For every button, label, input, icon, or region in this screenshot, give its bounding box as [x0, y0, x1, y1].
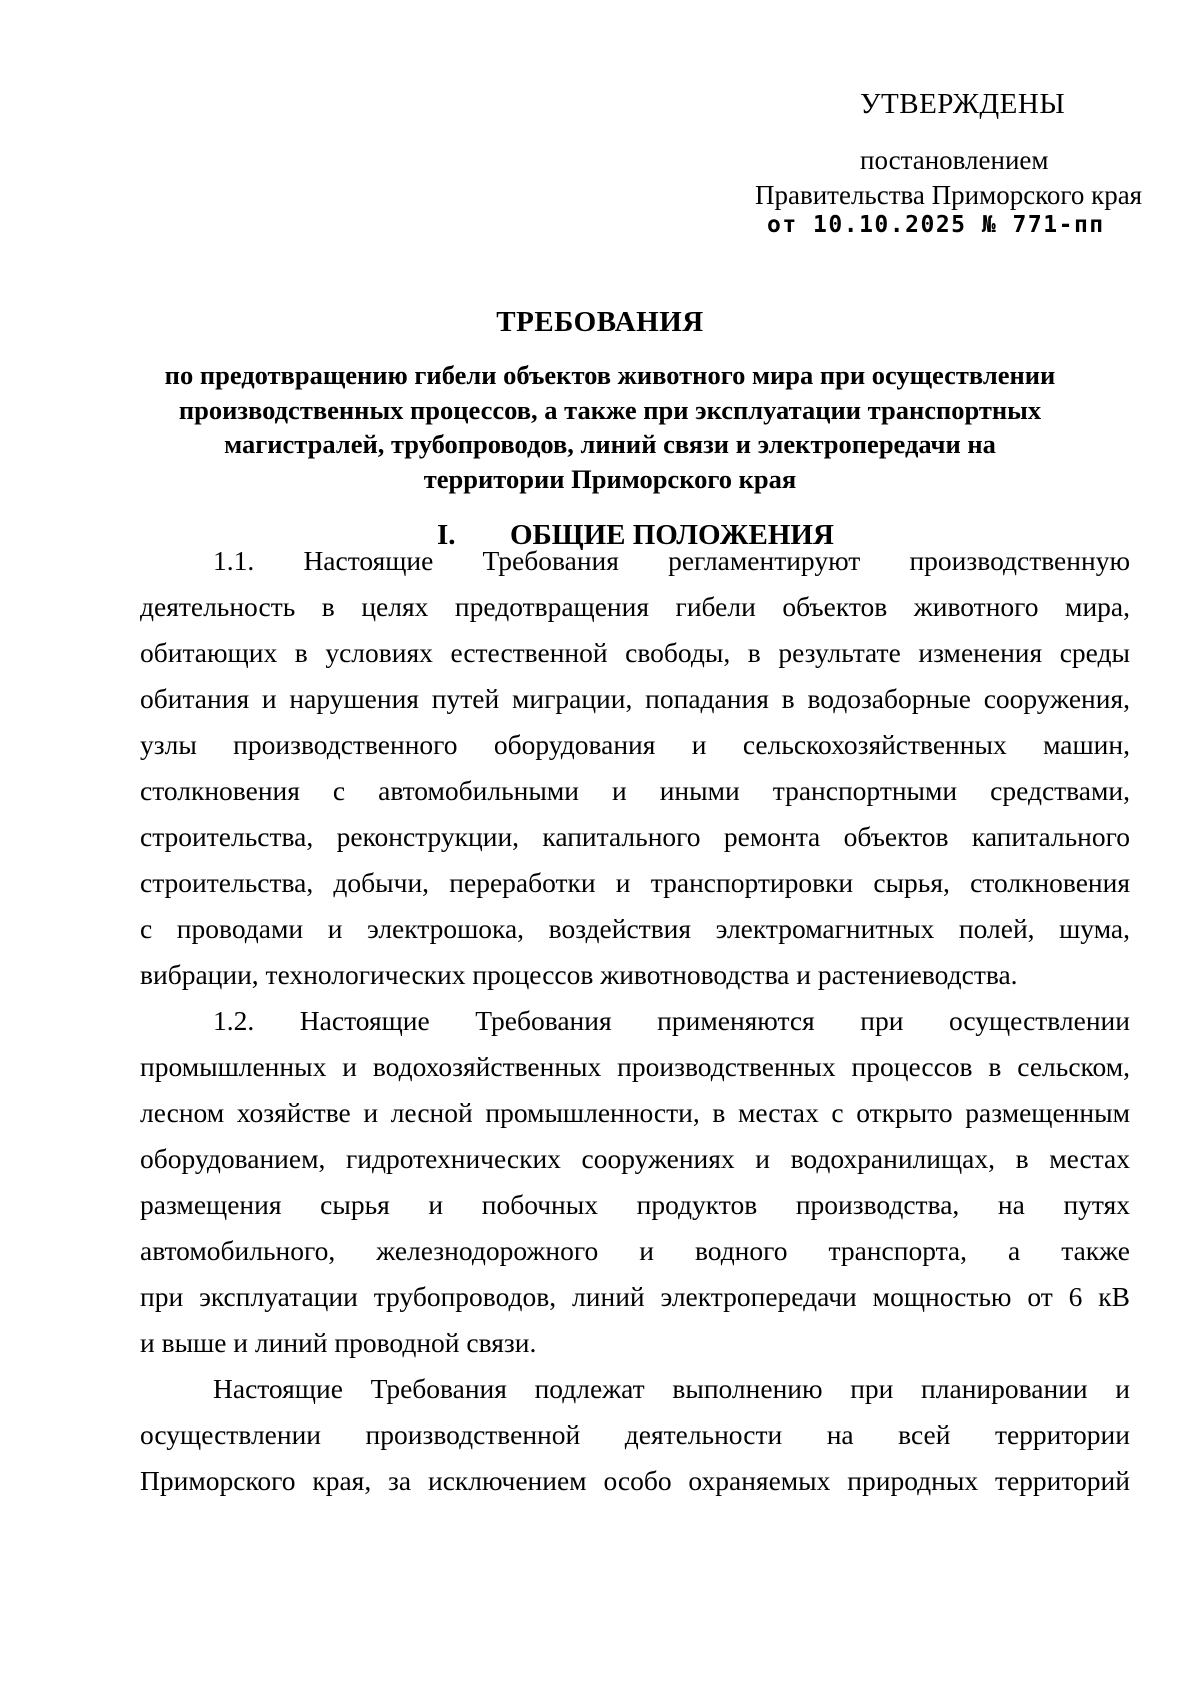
subtitle-line: магистралей, трубопроводов, линий связи и электропередачи на [224, 429, 996, 459]
paragraph-scope-line: осуществлении производственной деятельности на всей территории [140, 1419, 1130, 1450]
paragraph-1-2-line: при эксплуатации трубопроводов, линий электропередачи мощностью от 6 кВ [140, 1281, 1130, 1312]
subtitle-line: территории Приморского края [423, 463, 797, 494]
paragraph-scope-line: Приморского края, за исключением особо охраняемых природных территорий [140, 1465, 1130, 1496]
subtitle-line: по предотвращению гибели объектов животного мира при осуществлении [164, 360, 1056, 390]
subtitle-line: производственных процессов, а также при эксплуатации транспортных [178, 394, 1042, 425]
paragraph-1-1-line: с проводами и электрошока, воздействия электромагнитных полей, шума, [140, 913, 1130, 944]
paragraph-1-1-line: деятельность в целях предотвращения гибели объектов животного мира, [140, 591, 1130, 622]
paragraph-1-1-line: обитающих в условиях естественной свободы, в результате изменения среды [140, 637, 1130, 668]
decree-date-number: от 10.10.2025 № 771-пп [767, 212, 1105, 238]
paragraph-1-1-line: узлы производственного оборудования и сельскохозяйственных машин, [140, 729, 1130, 760]
document-subtitle [140, 358, 1080, 496]
paragraph-1-1-line: 1.1. Настоящие Требования регламентируют производственную [213, 545, 1130, 576]
approval-stamp-title: УТВЕРЖДЕНЫ [860, 88, 1066, 120]
paragraph-1-2-line: размещения сырья и побочных продуктов производства, на путях [140, 1189, 1130, 1220]
paragraph-1-1-line: обитания и нарушения путей миграции, попадания в водозаборные сооружения, [140, 683, 1130, 714]
decree-line-1: постановлением [860, 145, 1049, 175]
paragraph-1-1-line: вибрации, технологических процессов животноводства и растениеводства. [140, 959, 1018, 990]
paragraph-1-2-line: и выше и линий проводной связи. [140, 1327, 537, 1358]
paragraph-1-2-line: промышленных и водохозяйственных производственных процессов в сельском, [140, 1051, 1130, 1082]
paragraph-1-1-line: строительства, реконструкции, капитального ремонта объектов капитального [140, 821, 1130, 852]
paragraph-1-2-line: автомобильного, железнодорожного и водного транспорта, а также [140, 1235, 1130, 1266]
section-title: ОБЩИЕ ПОЛОЖЕНИЯ [510, 519, 834, 551]
decree-line-2: Правительства Приморского края [755, 180, 1143, 210]
paragraph-1-1-line: столкновения с автомобильными и иными транспортными средствами, [140, 775, 1130, 806]
document-title: ТРЕБОВАНИЯ [496, 306, 704, 338]
paragraph-1-2-line: лесном хозяйстве и лесной промышленности, в местах с открыто размещенным [140, 1097, 1130, 1128]
paragraph-1-2-line: 1.2. Настоящие Требования применяются при осуществлении [213, 1005, 1130, 1036]
section-number: I. [437, 519, 456, 551]
paragraph-scope-line: Настоящие Требования подлежат выполнению при планировании и [213, 1373, 1130, 1404]
paragraph-1-1-line: строительства, добычи, переработки и транспортировки сырья, столкновения [140, 867, 1130, 898]
paragraph-1-2-line: оборудованием, гидротехнических сооружениях и водохранилищах, в местах [140, 1143, 1130, 1174]
